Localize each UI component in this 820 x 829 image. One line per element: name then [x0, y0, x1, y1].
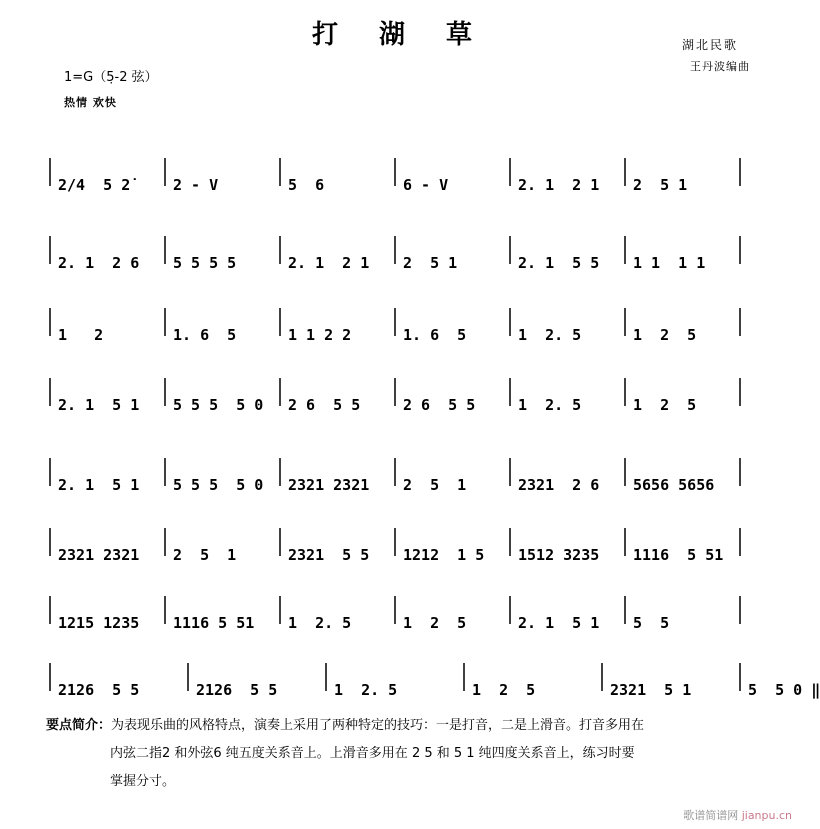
measure-notes: 2126 5 5	[58, 681, 140, 699]
piece-title: 打 湖 草	[311, 20, 489, 50]
measure-notes: 2. 1 2 6	[58, 254, 140, 272]
measure-notes: 2 5 1	[403, 254, 458, 272]
tips-line-1: 为表现乐曲的风格特点，演奏上采用了两种特定的技巧：一是打音，二是上滑音。打音多用在	[111, 718, 645, 733]
measure-notes: 2321 2321	[288, 476, 370, 494]
staff-line	[50, 218, 740, 278]
measure-notes: 2. 1 5 1	[58, 396, 140, 414]
measure-notes: 2 5 1	[633, 176, 688, 194]
measure-notes: 2 5 1	[403, 476, 467, 494]
measure-notes: 1 1 2 2	[288, 326, 352, 344]
measure-notes: 5 6	[288, 176, 325, 194]
measure-notes: 1. 6 5	[173, 326, 237, 344]
measure-notes: 2. 1 5 1	[518, 614, 600, 632]
measure-notes: 5 5 5 5 0	[173, 476, 264, 494]
measure-notes: 1 2. 5	[334, 681, 398, 699]
measure-notes: 1215 1235	[58, 614, 140, 632]
measure-notes: 5 5 5 5	[173, 254, 237, 272]
measure-notes: 1 2	[58, 326, 104, 344]
tips-label: 要点简介：	[46, 718, 112, 733]
arranger-label: 王丹波编曲	[690, 60, 750, 73]
measure-notes: 2. 1 5 1	[58, 476, 140, 494]
measure-notes: 1512 3235	[518, 546, 600, 564]
measure-notes: 2321 5 5	[288, 546, 370, 564]
tempo-marking: 热情 欢快	[64, 96, 117, 109]
measure-notes: 5 5 0 ‖	[748, 681, 820, 699]
measure-notes: 1116 5 51	[633, 546, 724, 564]
measure-notes: 6 - V	[403, 176, 449, 194]
origin-label: 湖北民歌	[681, 38, 738, 52]
measure-notes: 1 2 5	[403, 614, 467, 632]
measure-notes: 2. 1 5 5	[518, 254, 600, 272]
watermark	[683, 807, 792, 823]
measure-notes: 1. 6 5	[403, 326, 467, 344]
measure-notes: 2. 1 2 1	[518, 176, 600, 194]
measure-notes: 2. 1 2 1	[288, 254, 370, 272]
measure-notes: 1 2. 5	[518, 326, 582, 344]
measure-notes: 2321 2 6	[518, 476, 600, 494]
tips-section	[46, 712, 756, 796]
measure-notes: 1116 5 51	[173, 614, 255, 632]
measure-notes: 5 5	[633, 614, 670, 632]
staff-line	[50, 645, 820, 705]
measure-notes: 2321 5 1	[610, 681, 692, 699]
measure-notes: 1 1 1 1	[633, 254, 706, 272]
staff-line	[50, 578, 740, 638]
measure-notes: 2126 5 5	[196, 681, 278, 699]
watermark-url: jianpu.cn	[741, 809, 792, 822]
measure-notes: 2/4 5 2̇	[58, 176, 131, 194]
measure-notes: 2 - V	[173, 176, 219, 194]
watermark-site: 歌谱简谱网	[683, 809, 739, 822]
staff-line	[50, 440, 740, 500]
measure-notes: 2321 2321	[58, 546, 140, 564]
measure-notes: 1 2. 5	[288, 614, 352, 632]
measure-notes: 1 2 5	[633, 326, 697, 344]
staff-line	[50, 360, 740, 420]
tips-line-2: 内弦二指2 和外弦6 纯五度关系音上。上滑音多用在 2 5 和 5 1 纯四度关系音上，练习时要	[110, 746, 635, 761]
key-signature: 1=G（5̣-2 弦）	[64, 70, 158, 85]
measure-notes: 1 2 5	[472, 681, 536, 699]
staff-line	[50, 290, 740, 350]
measure-notes: 2 5 1	[173, 546, 237, 564]
measure-notes: 2 6 5 5	[288, 396, 361, 414]
measure-notes: 1212 1 5	[403, 546, 485, 564]
tips-line-3: 掌握分寸。	[110, 774, 176, 789]
measure-notes: 1 2 5	[633, 396, 697, 414]
measure-notes: 1 2. 5	[518, 396, 582, 414]
staff-line	[50, 510, 740, 570]
measure-notes: 5 5 5 5 0	[173, 396, 264, 414]
measure-notes: 2 6 5 5	[403, 396, 476, 414]
measure-notes: 5656 5656	[633, 476, 715, 494]
staff-line	[50, 140, 740, 200]
